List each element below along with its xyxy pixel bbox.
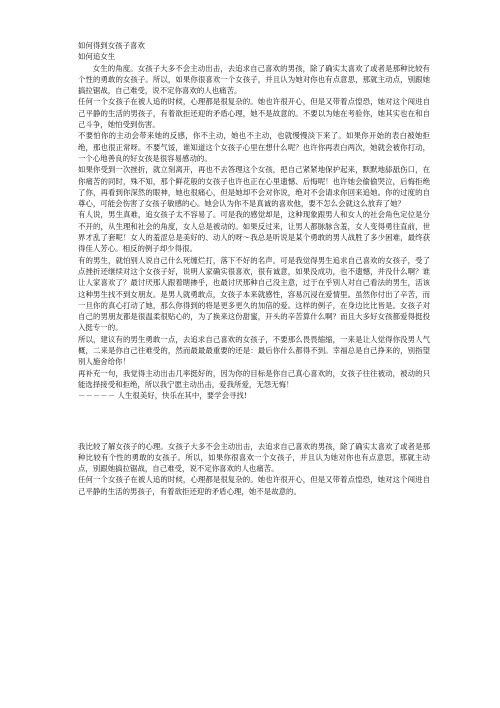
article-title: 如何得到女孩子喜欢 — [78, 41, 145, 50]
paragraph: 女生的角度。女孩子大多不会主动出击，去追求自己喜欢的男孩，除了确实太喜欢了或者是那种比较有个性的勇敢的女孩子。所以，如果你很喜欢一个女孩子，并且认为她对你也有点意思，那就主动点，别跟她搞拉锯战，自己难受，说不定你喜欢的人也痛苦。 — [78, 63, 430, 96]
article-subtitle: 如何追女生 — [78, 52, 116, 62]
paragraph: 任何一个女孩子在被人追的时候，心理都是很复杂的。她也许很开心，但是又带着点惶恐，她对这个闯进自己平静的生活的男孩子，有着欲拒还迎的矛盾心理，她不是故意的。 — [78, 475, 430, 496]
paragraph: 不要怕你的主动会带来她的反感，你不主动，她也不主动，也就慢慢淡下来了。如果你开始的表白被她拒绝，那也很正常呀。不要气馁，谁知道这个女孩子心里在想什么呢？也许你再表白两次，她就会被你打动，一个心地善良的好女孩是很容易感动的。 — [78, 131, 430, 163]
paragraph: 有的男生，就怕别人说自己什么死缠烂打，落下不好的名声。可是我觉得男生追求自己喜欢的女孩子，受了点挫折还继续对这个女孩子好，说明人家确实很喜欢，很有诚意，如果没成功，也不遗憾，并没什么啊？谁让人家喜欢了？最讨厌那人跟着瞎掺乎，也最讨厌那种自己没主意，过于在乎别人对自己看法的男生，活该这种男生找不到女朋友。是男人就勇敢点，女孩子本来就感性，容易沉浸在爱情里。虽然你付出了辛苦，而一旦你的真心打动了她，那么你得到的将是更多更久的加倍的爱。这样的例子，在身边比比皆是。女孩子对自己的男朋友都是很温柔很贴心的，为了换来这份甜蜜，开头的辛苦算什么啊？而且大多好女孩都爱得挺投入挺专一的。 — [78, 255, 430, 333]
paragraph: 所以，建议有的男生勇敢一点，去追求自己喜欢的女孩子，不要那么畏畏缩缩，一来是让人觉得你没男人气概，二来是你自己往难受的，然而最最最重要的还是：最后你什么都得不到。幸福总是自己挣来的，别指望别人施舍给你！ — [78, 334, 430, 367]
paragraph: 任何一个女孩子在被人追的时候，心理都是很复杂的。她也许很开心，但是又带着点惶恐，她对这个闯进自己平静的生活的男孩子，有着欲拒还迎的矛盾心理，她不是故意的。不要以为她在考验你，她其实也在和自己斗争，她怕受到伤害。 — [78, 97, 430, 130]
paragraph: 再补充一句，我觉得主动出击几率挺好的，因为你的目标是你自己真心喜欢的，女孩子往往被动，被动的只能选择接受和拒绝，所以我宁愿主动出击，爱我所爱，无怨无悔！ — [78, 368, 430, 389]
paragraph: 如果你受到一次挫折，就立刻离开，再也不去答理这个女孩，把自己紧紧地保护起来，默默地舔舐伤口，在你痛苦的同时，殊不知，那个鲜花般的女孩子也许也正在心里遗憾、后悔呢！也许她会偷偷哭泣，后悔拒绝了你，再看到你深然的眼神，她也很痛心，但是她却不会对你说，绝对不会请求你回来追她。你的过度的自尊心，可能会伤害了女孩子敏感的心。她会认为你不是真诚的喜欢他，要不怎么会就这么放弃了她？ — [78, 165, 430, 209]
article-section-2 — [78, 441, 430, 497]
article-section-1 — [78, 40, 430, 402]
paragraph: 有人说，男生真难，追女孩子太不容易了。可是我的感觉却是，这种现象跟男人和女人的社会角色定位是分不开的，从生理和社会的角度，女人总是被动的。如果反过来，让男人都脉脉含羞，女人变得勇往直前，世界才乱了套呢！女人的羞涩总是美好的、动人的呀～我总是听说是某个勇敢的男人战胜了多少困难，最终获得佳人芳心。相反的例子却少得很。 — [78, 210, 430, 254]
closing-line: －－－－－ 人生很美好，快乐在其中，要学会寻找! — [78, 391, 247, 401]
paragraph: 我比较了解女孩子的心理。女孩子大多不会主动出击，去追求自己喜欢的男孩，除了确实太喜欢了或者是那种比较有个性的勇敢的女孩子。所以，如果你很喜欢一个女孩子，并且认为她对你也有点意思，那就主动点，别跟她搞拉锯战，自己难受，说不定你喜欢的人也痛苦。 — [78, 441, 430, 474]
